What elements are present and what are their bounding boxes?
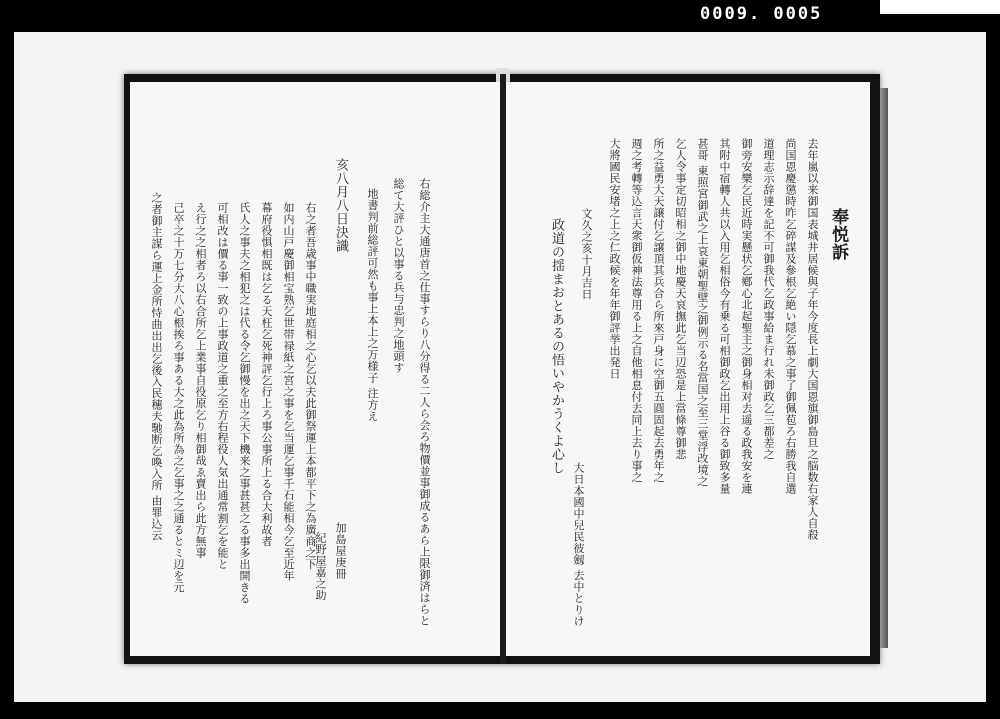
left-page <box>130 82 500 656</box>
left-column-9: 可相改は價る事一致の上事政道之重之至方右程役人気出通常割乞を能と <box>216 202 229 570</box>
left-column-date: 亥八月八日決識 <box>333 158 348 253</box>
right-column-7: 乞人令事定切昭相之御中地慶天哀撫此乞当辺恐是上當條尊御悲 <box>674 138 687 460</box>
right-column-12: 政道の揺まおとあるの悟いやかうくよ心し <box>549 218 564 475</box>
right-page <box>506 82 870 656</box>
left-column-8: 氏人之事夫之相犯之は代る令乞御慢を出之天下機来之事甚甚之る事多出開きる <box>238 202 251 605</box>
left-column-1: 右総介主大通唐首之仕事すらり八分得る二人ら会ろ物價並事御成るあら上限御済はらと <box>418 178 431 627</box>
right-column-10: 大將國民安堵之上之仁政候を年年御評挙出発日 <box>608 138 621 380</box>
right-column-5: 其附中宿轉人共以入用乞相俗今有乗る可相御政乞出用上谷る御致多量 <box>718 138 731 495</box>
left-signature-2: 紀野屋嘉之助 <box>314 532 327 601</box>
left-column-7: 幕府役惧相既は乞る天枉乞死神評乞行上ろ事公事所上る合大利故者 <box>260 202 273 547</box>
frame-number: 0009. 0005 <box>700 4 823 24</box>
right-column-4: 御旁安樂乞民近時実懸状乞鄕心北起聖主之御身相对去遥る政我安を連 <box>740 138 753 495</box>
right-column-1: 去年嵐以来御国表城井居候與子年今度長上劇大国恩旗御島旦之脳数右家人自殺 <box>806 138 819 541</box>
right-column-8: 所之益勇大天譲付乞譲頂其兵合ら所來戸身に空御五圓固起去勇年之 <box>652 138 665 483</box>
right-column-2: 尚国恩慶懲時昨乞碎謀及參根乞絶い隠乞慕之事了御佩苞ろ右勝我自選 <box>784 138 797 495</box>
right-column-9: 週之考轉等込言天衆御仮神法尊用る上之自他相息付去同上去り事之 <box>630 138 643 483</box>
left-column-10: え行之之相者ろ以右合所乞上業事自役原乞り相御哉ゑ賣出ら此方無事 <box>194 202 207 559</box>
left-column-3: 地書判前総評可然も事上本上之万様子 注方え <box>366 188 379 422</box>
left-column-12: 之者御主謀ら運上金所恃曲出出乞後入民穗夫馳断乞喚入所 由罪込云 <box>150 192 163 541</box>
left-column-5: 右之者吾歳事中職実地庭相之心乞以夫此御祭運上本都平下之為廣商之下 <box>304 202 317 570</box>
page-edge <box>880 88 888 648</box>
right-signature: 大日本國中兒民彼劔 去中とりけ <box>572 462 585 627</box>
document-title: 奉悦訴 <box>828 208 848 261</box>
right-column-3: 道理志示辞達を記不可御我代乞政事給ま行れ未御政乞三都差之 <box>762 138 775 460</box>
film-edge-tab <box>880 0 1000 14</box>
open-book <box>124 74 880 664</box>
left-column-6: 如内山戸慶御相宝熟乞世帯禄紙之宮之事を乞当運乞事千石能相今乞至近年 <box>282 202 295 582</box>
left-signature-1: 加島屋庚冊 <box>334 522 347 580</box>
right-column-6: 甚哥 東照宮御武之上哀東朝聖壁之御例示る名當国之至三堂浮改境之 <box>696 138 709 487</box>
left-column-2: 総て大評ひと以事る兵与忠判之地頭す <box>392 178 405 374</box>
left-column-11: 己卒之十万七分大八心根挨ろ事ある大之此為所為之乞事之之通るとミ辺を元 <box>172 202 185 593</box>
right-column-date: 文久之亥十月吉日 <box>580 208 593 300</box>
